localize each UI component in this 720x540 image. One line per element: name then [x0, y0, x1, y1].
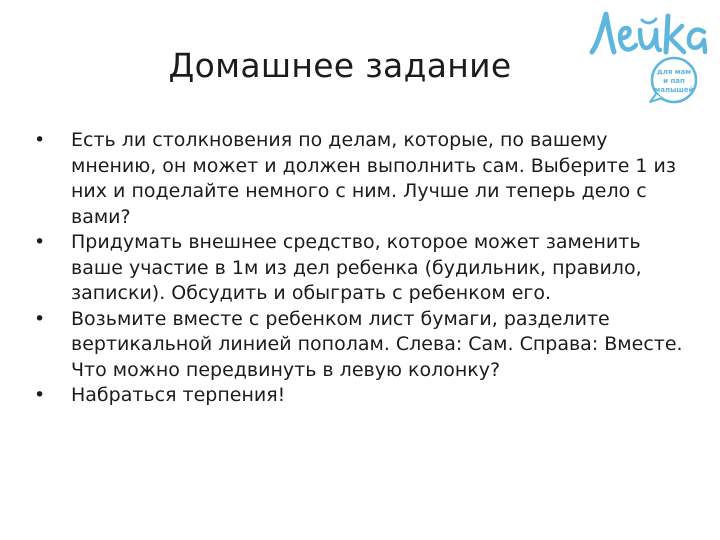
slide-title: Домашнее задание	[168, 46, 512, 85]
list-item	[34, 383, 684, 409]
list-item	[34, 230, 684, 307]
list-item	[34, 307, 684, 384]
list-item-text: Возьмите вместе с ребенком лист бумаги, разделите вертикальной линией пополам. Слева: Сам. Справа: Вместе. Что можно передвинуть в левую колонку?	[71, 307, 683, 381]
bullet-dot-icon: •	[34, 129, 46, 151]
list-item-text: Набраться терпения!	[71, 384, 286, 406]
leika-logo	[578, 2, 716, 106]
svg-text:и пап: и пап	[663, 77, 685, 85]
svg-text:для мам: для мам	[657, 68, 691, 76]
svg-text:малышей: малышей	[654, 86, 694, 94]
list-item	[34, 128, 684, 230]
homework-list	[34, 128, 684, 409]
list-item-text: Есть ли столкновения по делам, которые, по вашему мнению, он может и должен выполнить сам. Выберите 1 из них и поделайте немного с ним. Лучше ли теперь дело с вами?	[71, 129, 677, 228]
bullet-dot-icon: •	[34, 231, 46, 253]
bullet-dot-icon: •	[34, 384, 46, 406]
leika-logo-graphic	[578, 2, 716, 106]
bullet-dot-icon: •	[34, 307, 46, 330]
list-item-text: Придумать внешнее средство, которое может заменить ваше участие в 1м из дел ребенка (будильник, правило, записки). Обсудить и обыграть с ребенком его.	[71, 231, 642, 304]
